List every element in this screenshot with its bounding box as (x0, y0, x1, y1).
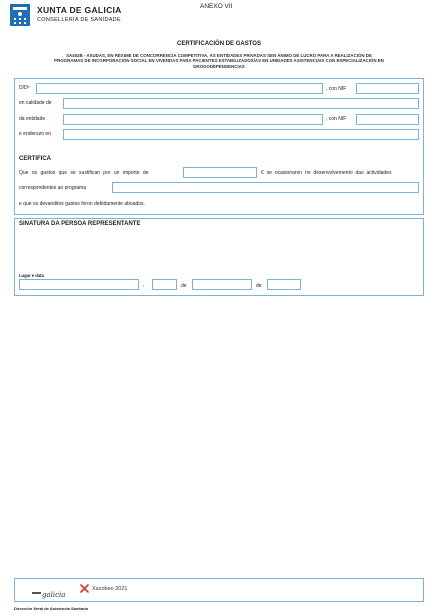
program-label: correspondentes ao programa (19, 185, 86, 191)
subtitle-line: PROGRAMAS DE INCORPORACIÓN SOCIAL EN VIVENDAS PARA PACIENTES ESTABILIZADOS/AS EN UNIDADES ASISTENCIAIS CON ESPECIALIZACIÓN EN (54, 58, 384, 64)
capacity-input[interactable] (63, 98, 419, 109)
xacobeo-logo (80, 584, 127, 593)
amount-suffix: € se ocasionaron no desenvolvemento das actividades (261, 170, 392, 176)
xacobeo-icon (80, 584, 89, 593)
certify-heading: CERTIFICA (19, 156, 51, 162)
galicia-logo-icon (32, 592, 41, 594)
de-label-1: de (181, 283, 187, 289)
subtitle-line: DROGODEPENDENCIAS (193, 63, 245, 69)
entity-label: da entidade (19, 116, 46, 122)
annex-label: ANEXO VII (200, 3, 233, 10)
address-input[interactable] (63, 129, 419, 140)
entity-input[interactable] (63, 114, 323, 125)
dept-name: CONSELLERÍA DE SANIDADE (37, 17, 121, 23)
dd-name-input[interactable] (36, 83, 323, 94)
document-title: CERTIFICACIÓN DE GASTOS (177, 41, 261, 47)
footer-box (14, 578, 424, 602)
dd-nif-input[interactable] (356, 83, 419, 94)
year-input[interactable] (267, 279, 301, 290)
place-input[interactable] (19, 279, 139, 290)
de-label-2: de (256, 283, 262, 289)
entity-nif-label: , con NIF (326, 116, 347, 122)
entity-nif-input[interactable] (356, 114, 419, 125)
signature-heading: SINATURA DA PERSOA REPRESENTANTE (19, 221, 141, 227)
org-name: XUNTA DE GALICIA (37, 5, 122, 15)
day-input[interactable] (152, 279, 177, 290)
xacobeo-text: Xacobeo 2021 (92, 585, 128, 592)
amount-input[interactable] (183, 167, 257, 178)
paid-statement: e que os devanditos gastos foron debidamente aboados. (19, 201, 145, 207)
amount-prefix: Que os gastos que se xustifican por un importe de (19, 170, 149, 176)
comma-separator: , (143, 282, 145, 288)
galicia-logo (32, 584, 65, 602)
xunta-logo (10, 4, 30, 26)
dd-label: D/Dª (19, 85, 30, 91)
program-input[interactable] (112, 182, 419, 193)
dd-nif-label: , con NIF (326, 86, 347, 92)
capacity-label: en calidade de (19, 100, 52, 106)
place-date-label: Lugar e data (19, 273, 44, 278)
xunta-shield-icon (10, 4, 30, 26)
month-input[interactable] (192, 279, 252, 290)
address-label: e enderezo en (19, 131, 51, 137)
directorate-name: Dirección Xeral de Asistencia Sanitaria (14, 606, 88, 611)
galicia-logo-text: galicia (42, 591, 66, 599)
subtitle-line: SA462B - AXUDAS, EN RÉXIME DE CONCORRENCIA COMPETITIVA, ÁS ENTIDADES PRIVADAS SEN ÁNIMO DE LUCRO PARA A REALIZACIÓN DE (66, 53, 372, 58)
document-subtitle (14, 53, 424, 69)
